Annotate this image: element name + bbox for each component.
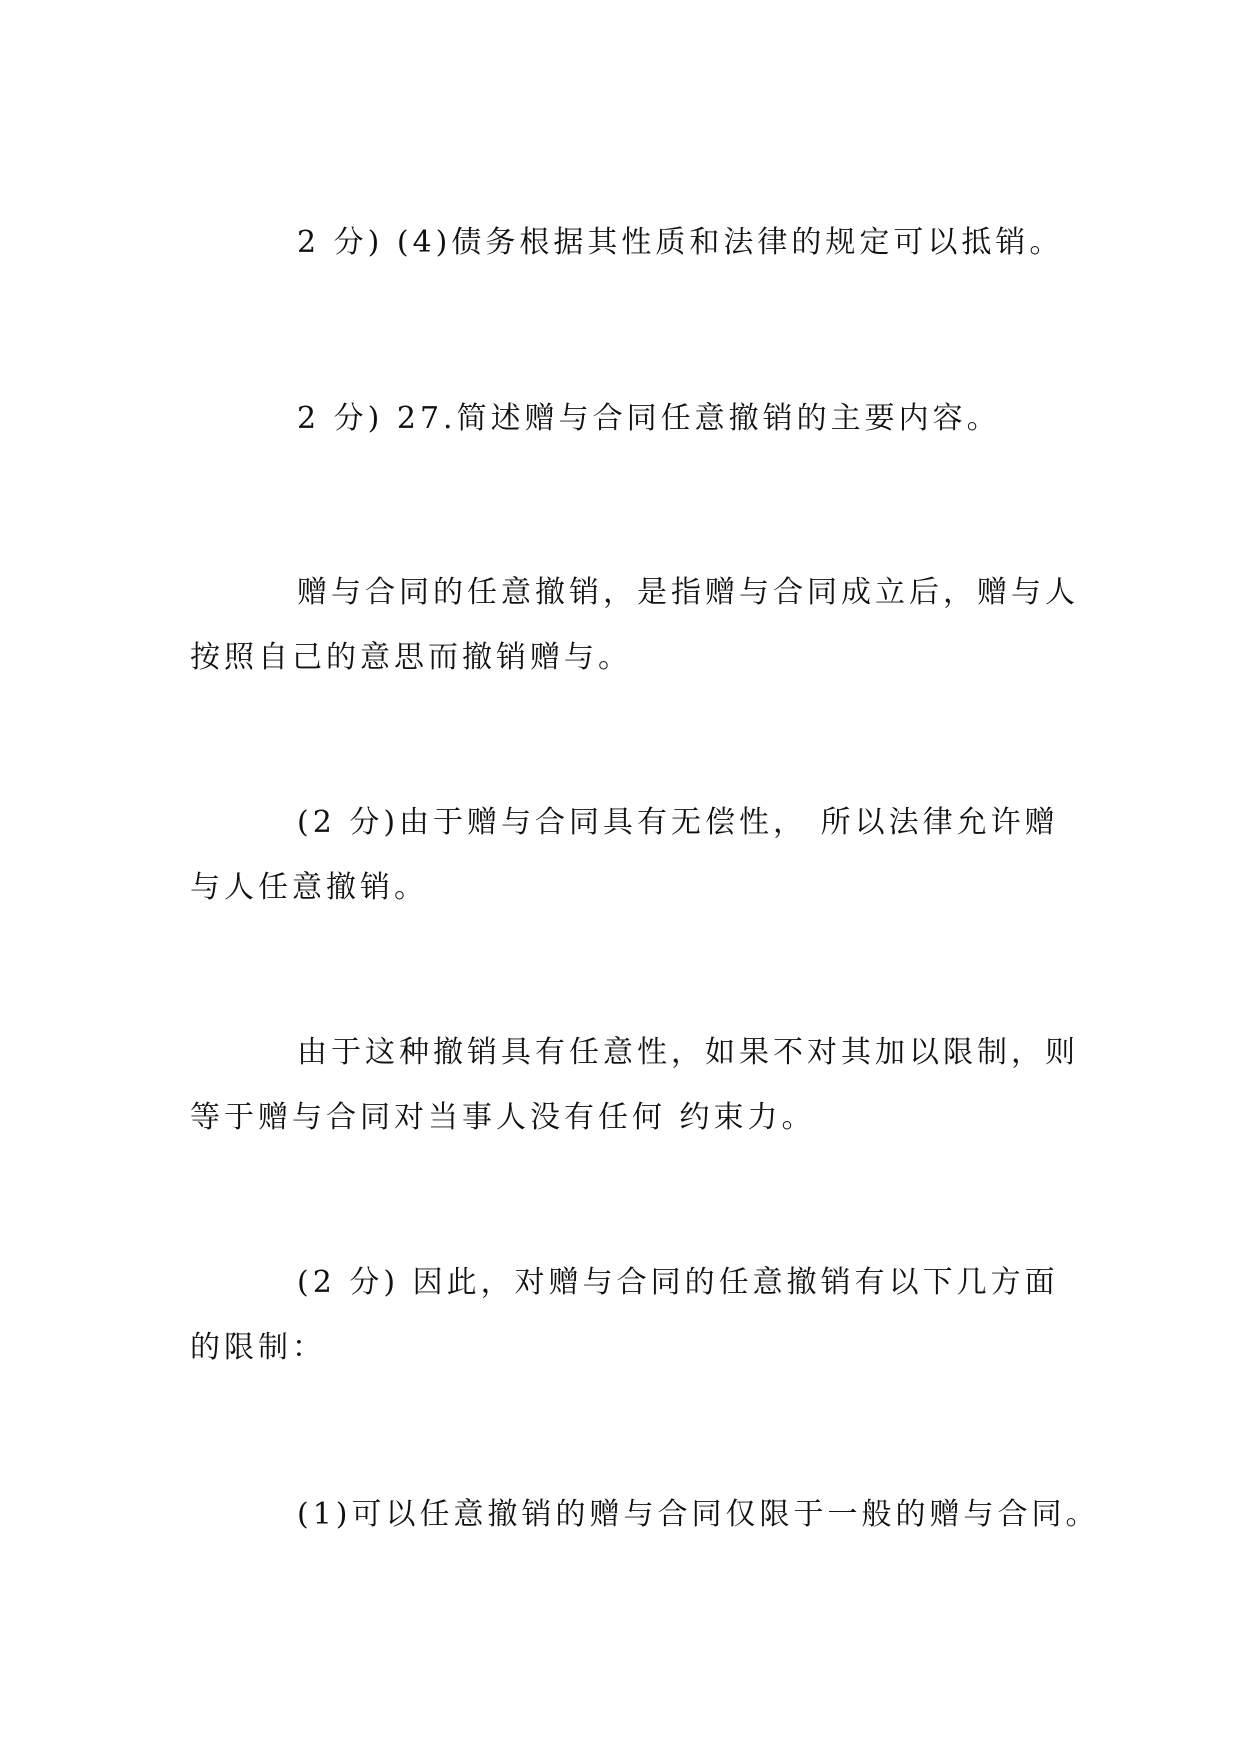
paragraph-restrictions bbox=[190, 1250, 1059, 1380]
paragraph-line: 按照自己的意思而撤销赠与。 bbox=[190, 640, 632, 675]
paragraph-arbitrariness bbox=[190, 1020, 1079, 1150]
paragraph-gratuitous bbox=[190, 790, 1059, 920]
paragraph-line: 由于这种撤销具有任意性，如果不对其加以限制，则 bbox=[297, 1035, 1079, 1070]
paragraph-definition bbox=[190, 560, 1079, 690]
paragraph-line: 2 分) (4)债务根据其性质和法律的规定可以抵销。 bbox=[297, 225, 1064, 260]
paragraph-line: (2 分)由于赠与合同具有无偿性， 所以法律允许赠 bbox=[297, 805, 1059, 840]
paragraph-restriction-1 bbox=[190, 1482, 1100, 1547]
paragraph-line: 等于赠与合同对当事人没有任何 约束力。 bbox=[190, 1100, 816, 1135]
paragraph-line: 的限制： bbox=[190, 1330, 326, 1365]
paragraph-debt-offset bbox=[190, 210, 1064, 275]
paragraph-line: 赠与合同的任意撤销，是指赠与合同成立后，赠与人 bbox=[297, 575, 1079, 610]
paragraph-line: (2 分) 因此，对赠与合同的任意撤销有以下几方面 bbox=[297, 1265, 1059, 1300]
paragraph-line: (1)可以任意撤销的赠与合同仅限于一般的赠与合同。 bbox=[297, 1497, 1100, 1532]
paragraph-question-27 bbox=[190, 386, 1050, 451]
paragraph-line: 2 分) 27.简述赠与合同任意撤销的主要内容。 bbox=[297, 401, 1001, 436]
paragraph-line: 与人任意撤销。 bbox=[190, 870, 428, 905]
